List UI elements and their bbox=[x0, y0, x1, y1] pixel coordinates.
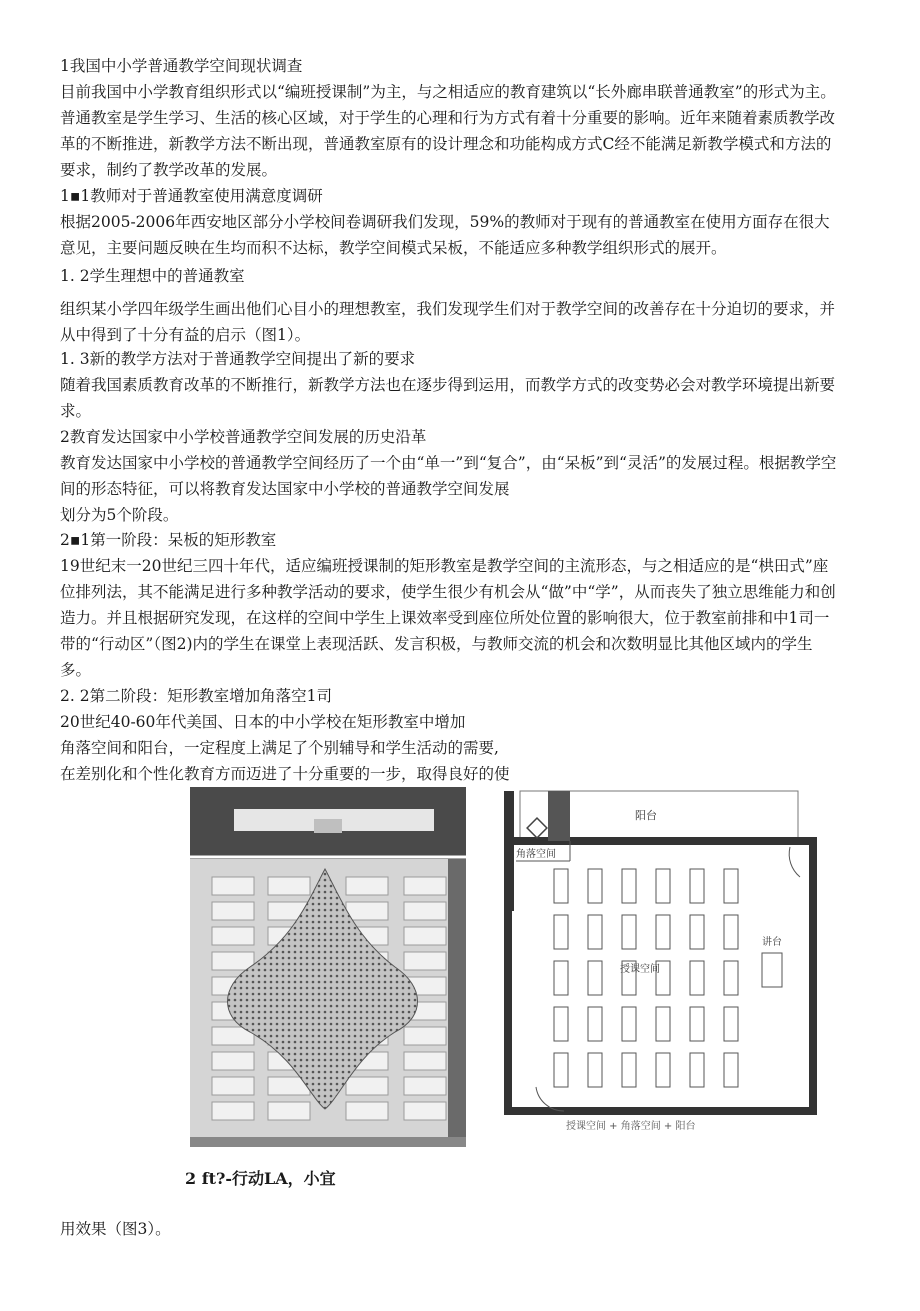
paragraph-8: 用效果（图3）。 bbox=[60, 1220, 171, 1238]
desk bbox=[404, 1077, 446, 1095]
desk bbox=[346, 1077, 388, 1095]
paragraph-1: 目前我国中小学教育组织形式以“编班授课制”为主，与之相适应的教育建筑以“长外廊串联普通教室”的形式为主。普通教室是学生学习、生活的核心区域，对于学生的心理和行为方式有着十分重要的影响。近年来随着素质教学改革的不断推进，新教学方法不断出现，普通教室原有的设计理念和功能构成方式C经不能满足新教学模式和方法的要求，制约了教学改革的发展。 bbox=[60, 83, 836, 179]
desk bbox=[212, 1077, 254, 1095]
section-heading-1: 1我国中小学普通教学空间现状调查 bbox=[60, 57, 303, 75]
desk bbox=[404, 1102, 446, 1120]
desk bbox=[554, 1007, 568, 1041]
section-heading-1-3: 1. 3新的教学方法对于普通教学空间提出了新的要求 bbox=[60, 350, 416, 368]
desk bbox=[554, 1053, 568, 1087]
paragraph-3: 组织某小学四年级学生画出他们心目小的理想教室，我们发现学生们对于教学空间的改善存在十分迫切的要求，并从中得到了十分有益的启示（图1）。 bbox=[60, 300, 836, 344]
section-heading-1-2: 1. 2学生理想中的普通教室 bbox=[60, 267, 245, 285]
paragraph-6: 19世纪末一20世纪三四十年代，适应编班授课制的矩形教室是教学空间的主流形态，与之相适应的是“栱田式”座位排列法，其不能满足进行多种教学活动的要求，使学生很少有机会从“做”中“学”，从而丧失了独立思维能力和创造力。并且根据研究发现，在这样的空间中学生上课效率受到座位所处位置的影响很大，位于教室前排和中1司一带的“行动区”（图2)内的学生在课堂上表现活跃、发言积极，与教师交流的机会和次数明显比其他区域内的学生多。 bbox=[60, 557, 836, 679]
paragraph-7-line-2: 角落空间和阳台，一定程度上满足了个别辅导和学生活动的需要, bbox=[60, 739, 499, 757]
desk bbox=[212, 927, 254, 945]
desk bbox=[588, 961, 602, 995]
desk bbox=[212, 1052, 254, 1070]
desk bbox=[554, 961, 568, 995]
paragraph-2: 根据2005-2006年西安地区部分小学校间卷调研我们发现，59%的教师对于现有的普通教室在使用方面存在很大意见，主要问题反映在生均而积不达标，教学空间模式呆板，不能适应多种教学组织形式的展开。 bbox=[60, 213, 830, 257]
figure-caption-text: 2 ft?-行动LA，小宜 bbox=[185, 1169, 336, 1188]
desk bbox=[622, 915, 636, 949]
figure-bottom-caption: 授课空间 + 角落空间 + 阳台 bbox=[566, 1121, 696, 1132]
desk bbox=[268, 1102, 310, 1120]
corner-space-label: 角落空间 bbox=[516, 849, 556, 860]
section-heading-2: 2教育发达国家中小学校普通教学空间发展的历史沿革 bbox=[60, 428, 427, 446]
balcony-label: 阳台 bbox=[635, 809, 657, 822]
desk bbox=[724, 961, 738, 995]
desk bbox=[346, 877, 388, 895]
desk bbox=[346, 1102, 388, 1120]
desk bbox=[212, 877, 254, 895]
paragraph-4: 随着我国素质教育改革的不断推行，新教学方法也在逐步得到运用，而教学方式的改变势必会对教学环境提出新要求。 bbox=[60, 376, 836, 420]
desk bbox=[588, 915, 602, 949]
desk bbox=[656, 1053, 670, 1087]
desk bbox=[622, 1007, 636, 1041]
section-heading-1-1: 1▪1教师对于普通教室使用满意度调研 bbox=[60, 187, 323, 205]
podium-label: 讲台 bbox=[762, 937, 782, 948]
desk bbox=[404, 1027, 446, 1045]
desk bbox=[588, 1053, 602, 1087]
desk bbox=[346, 902, 388, 920]
desk bbox=[212, 1102, 254, 1120]
section-heading-2-2: 2. 2第二阶段：矩形教室增加角落空1司 bbox=[60, 687, 332, 705]
desk bbox=[690, 1007, 704, 1041]
desk bbox=[622, 1053, 636, 1087]
desk bbox=[588, 869, 602, 903]
desk bbox=[588, 1007, 602, 1041]
lecture-space-label: 授课空间 bbox=[620, 964, 660, 975]
desk bbox=[690, 869, 704, 903]
desk bbox=[656, 869, 670, 903]
desk bbox=[724, 869, 738, 903]
desk bbox=[404, 902, 446, 920]
desk bbox=[268, 877, 310, 895]
desk bbox=[690, 915, 704, 949]
paragraph-7-line-1: 20世纪40-60年代美国、日本的中小学校在矩形教室中增加 bbox=[60, 713, 466, 731]
desk bbox=[724, 1053, 738, 1087]
desk bbox=[554, 915, 568, 949]
paragraph-5-end: 划分为5个阶段。 bbox=[60, 506, 179, 524]
desk bbox=[404, 952, 446, 970]
desk bbox=[724, 1007, 738, 1041]
section-heading-2-1: 2▪1第一阶段：呆板的矩形教室 bbox=[60, 531, 277, 549]
desk bbox=[212, 952, 254, 970]
desk bbox=[622, 869, 636, 903]
desk bbox=[656, 915, 670, 949]
desk bbox=[404, 877, 446, 895]
figure-classroom-corner-balcony bbox=[500, 787, 820, 1137]
desk bbox=[724, 915, 738, 949]
desk bbox=[656, 1007, 670, 1041]
desk bbox=[690, 961, 704, 995]
desk bbox=[404, 1052, 446, 1070]
paragraph-5: 教育发达国家中小学校的普通教学空间经历了一个由“单一”到“复合”，由“呆板”到“灵活”的发展过程。根据教学空间的形态特征，可以将教育发达国家中小学校的普通教学空间发展 bbox=[60, 454, 837, 498]
figure-caption bbox=[185, 1166, 336, 1189]
desk bbox=[554, 869, 568, 903]
figure-action-zone-plan bbox=[190, 787, 470, 1149]
paragraph-7-line-3: 在差别化和个性化教育方而迈进了十分重要的一步，取得良好的使 bbox=[60, 765, 510, 783]
desk bbox=[690, 1053, 704, 1087]
desk bbox=[212, 902, 254, 920]
desk bbox=[404, 927, 446, 945]
